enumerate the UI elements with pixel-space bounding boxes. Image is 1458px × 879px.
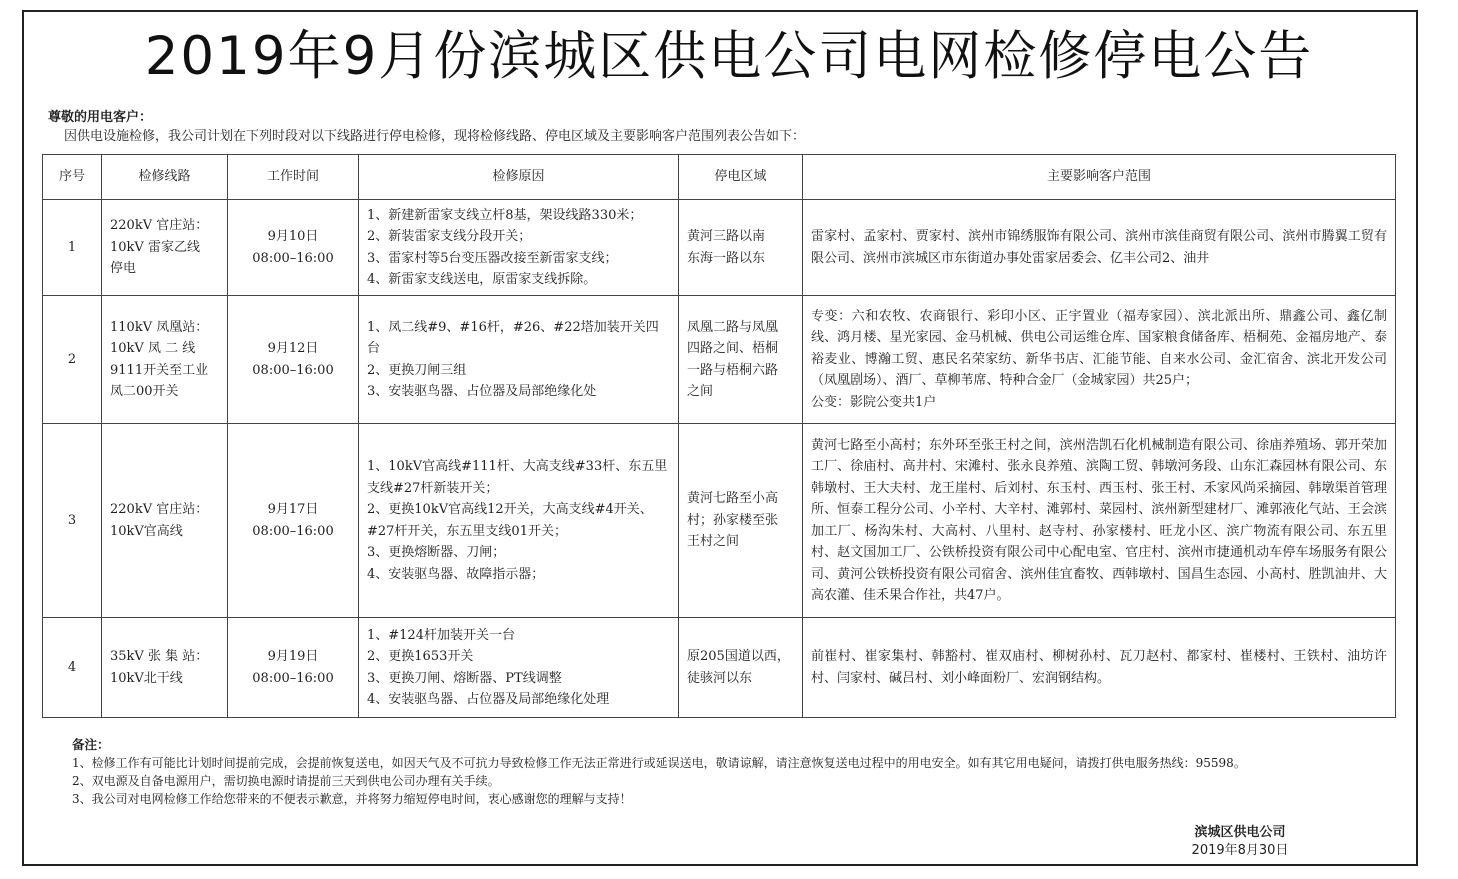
signature: [1170, 824, 1310, 860]
reason-item: 1、新建新雷家支线立杆8基，架设线路330米；: [367, 207, 643, 223]
row-time: [228, 424, 359, 618]
signature-date: 2019年8月30日: [1191, 843, 1289, 858]
reason-item: 3、更换熔断器、刀闸；: [367, 545, 506, 560]
row-no: 3: [43, 424, 102, 618]
remark-item: 3、我公司对电网检修工作给您带来的不便表示歉意，并将努力缩短停电时间，衷心感谢您的理解与支持！: [72, 792, 632, 806]
row-time: [228, 296, 359, 424]
signature-org: 滨城区供电公司: [1194, 825, 1286, 840]
work-hours: 08:00–16:00: [252, 670, 334, 686]
reason-item: 3、安装驱鸟器、占位器及局部绝缘化处: [367, 384, 597, 399]
line-text: 220kV 官庄站：: [110, 502, 209, 517]
table-row: [43, 296, 1396, 424]
line-text: 停电: [110, 261, 137, 277]
area-text: 村；孙家楼至张: [687, 512, 779, 528]
table-row: [43, 200, 1396, 296]
work-date: 9月10日: [267, 229, 319, 244]
row-reason: [359, 200, 679, 296]
customers-special: 专变：六和农牧、农商银行、彩印小区、正宇置业（福寿家园）、滨北派出所、鼎鑫公司、鑫亿制线、鸿月楼、星光家园、金马机械、供电公司运维仓库、国家粮食储备库、梧桐苑、金福房地产、泰裕麦业、博瀚工贸、惠民名荣家纺、新华书店、汇能节能、自来水公司、金汇宿舍、滨北开发公司（凤凰剧场）、酒厂、草柳苇席、特种合金厂（金城家园）共25户；: [811, 308, 1387, 389]
area-text: 徒骇河以东: [687, 670, 753, 686]
row-time: [228, 200, 359, 296]
row-reason: [359, 424, 679, 618]
table-row: [43, 424, 1396, 618]
line-text: 10kV 雷家乙线: [110, 239, 200, 255]
header-no: 序号: [43, 155, 102, 200]
header-area: 停电区域: [679, 155, 803, 200]
header-reason: 检修原因: [359, 155, 679, 200]
remarks-heading: 备注：: [72, 737, 110, 752]
work-hours: 08:00–16:00: [252, 362, 334, 378]
row-line: [102, 618, 228, 718]
greeting: 尊敬的用电客户：: [48, 110, 153, 125]
line-text: 10kV 凤 二 线: [110, 341, 196, 356]
row-area: [679, 296, 803, 424]
area-text: 原205国道以西，: [687, 649, 790, 664]
line-text: 10kV官高线: [110, 523, 183, 539]
remarks: [72, 736, 1392, 808]
table-row: [43, 618, 1396, 718]
row-reason: [359, 618, 679, 718]
row-customers: 黄河七路至小高村；东外环至张王村之间，滨州浩凯石化机械制造有限公司、徐庙养殖场、郭开荣加工厂、徐庙村、高井村、宋滩村、张永良养殖、滨陶工贸、韩墩河务段、山东汇森园林有限公司、东韩墩村、王大夫村、龙王崖村、后刘村、东玉村、西玉村、张王村、禾家风尚采摘园、韩墩渠首管理所、恒泰工程分公司、小辛村、大辛村、滩郭村、菜园村、滨州新型建材厂、滩郭液化气站、王会滨加工厂、杨沟朱村、大高村、八里村、赵寺村、孙家楼村、旺龙小区、滨广物流有限公司、东五里村、赵文国加工厂、公铁桥投资有限公司中心配电室、官庄村、滨州市捷通机动车停车场服务有限公司、黄河公铁桥投资有限公司宿舍、滨州佳宜畜牧、西韩墩村、国昌生态园、小高村、胜凯油井、大高农灌、佳禾果合作社，共47户。: [803, 424, 1396, 618]
reason-item: 4、安装驱鸟器、故障指示器；: [367, 566, 545, 582]
customers-public: 公变：影院公变共1户: [811, 394, 937, 410]
area-text: 之间: [687, 384, 714, 399]
row-no: 4: [43, 618, 102, 718]
area-text: 黄河七路至小高: [687, 491, 779, 507]
area-text: 黄河三路以南: [687, 229, 766, 244]
intro-text: 因供电设施检修，我公司计划在下列时段对以下线路进行停电检修，现将检修线路、停电区域及主要影响客户范围列表公告如下：: [64, 129, 806, 144]
work-date: 9月17日: [267, 502, 319, 517]
area-text: 王村之间: [687, 534, 740, 550]
row-line: [102, 296, 228, 424]
outage-table: [42, 154, 1396, 718]
line-text: 220kV 官庄站：: [110, 218, 209, 234]
row-no: 1: [43, 200, 102, 296]
row-area: [679, 200, 803, 296]
table-header-row: [43, 155, 1396, 200]
reason-item: 2、新装雷家支线分段开关；: [367, 229, 532, 244]
area-text: 凤凰二路与凤凰: [687, 319, 779, 335]
reason-item: 2、更换刀闸三组: [367, 362, 467, 378]
page-title: 2019年9月份滨城区供电公司电网检修停电公告: [144, 26, 1314, 87]
work-date: 9月19日: [267, 649, 319, 664]
line-text: 35kV 张 集 站：: [110, 649, 209, 664]
work-hours: 08:00–16:00: [252, 523, 334, 539]
row-area: [679, 424, 803, 618]
reason-item: 1、凤二线#9、#16杆，#26、#22塔加装开关四台: [367, 319, 659, 356]
reason-item: 2、更换1653开关: [367, 649, 474, 664]
line-text: 凤二00开关: [110, 384, 179, 399]
row-customers: 雷家村、孟家村、贾家村、滨州市锦绣服饰有限公司、滨州市滨佳商贸有限公司、滨州市腾翼工贸有限公司、滨州市滨城区市东街道办事处雷家居委会、亿丰公司2、油井: [803, 200, 1396, 296]
line-text: 9111开关至工业: [110, 362, 209, 378]
reason-item: 3、更换刀闸、熔断器、PT线调整: [367, 670, 562, 686]
work-hours: 08:00–16:00: [252, 250, 334, 266]
reason-item: 1、#124杆加装开关一台: [367, 627, 515, 643]
reason-item: 2、更换10kV官高线12开关，大高支线#4开关、#27杆开关，东五里支线01开关；: [367, 502, 653, 539]
row-customers: 前崔村、崔家集村、韩豁村、崔双庙村、柳树孙村、瓦刀赵村、都家村、崔楼村、王铁村、油坊许村、闫家村、碱吕村、刘小峰面粉厂、宏润钢结构。: [803, 618, 1396, 718]
row-area: [679, 618, 803, 718]
reason-item: 1、10kV官高线#111杆、大高支线#33杆、东五里支线#27杆新装开关；: [367, 459, 668, 496]
area-text: 四路之间、梧桐: [687, 341, 779, 356]
reason-item: 4、新雷家支线送电，原雷家支线拆除。: [367, 272, 597, 287]
line-text: 110kV 凤凰站：: [110, 319, 209, 335]
row-no: 2: [43, 296, 102, 424]
header-time: 工作时间: [228, 155, 359, 200]
row-reason: [359, 296, 679, 424]
row-line: [102, 424, 228, 618]
header-line: 检修线路: [102, 155, 228, 200]
remark-item: 2、双电源及自备电源用户，需切换电源时请提前三天到供电公司办理有关手续。: [72, 774, 500, 788]
row-customers: [803, 296, 1396, 424]
remark-item: 1、检修工作有可能比计划时间提前完成，会提前恢复送电，如因天气及不可抗力导致检修工作无法正常进行或延误送电，敬请谅解，请注意恢复送电过程中的用电安全。如有其它用电疑问，请拨打供电服务热线：95598。: [72, 756, 1246, 770]
header-customers: 主要影响客户范围: [803, 155, 1396, 200]
area-text: 东海一路以东: [687, 250, 766, 266]
row-line: [102, 200, 228, 296]
area-text: 一路与梧桐六路: [687, 362, 779, 378]
work-date: 9月12日: [267, 341, 319, 356]
row-time: [228, 618, 359, 718]
line-text: 10kV北干线: [110, 670, 183, 686]
reason-item: 4、安装驱鸟器、占位器及局部绝缘化处理: [367, 692, 610, 707]
reason-item: 3、雷家村等5台变压器改接至新雷家支线；: [367, 250, 618, 266]
